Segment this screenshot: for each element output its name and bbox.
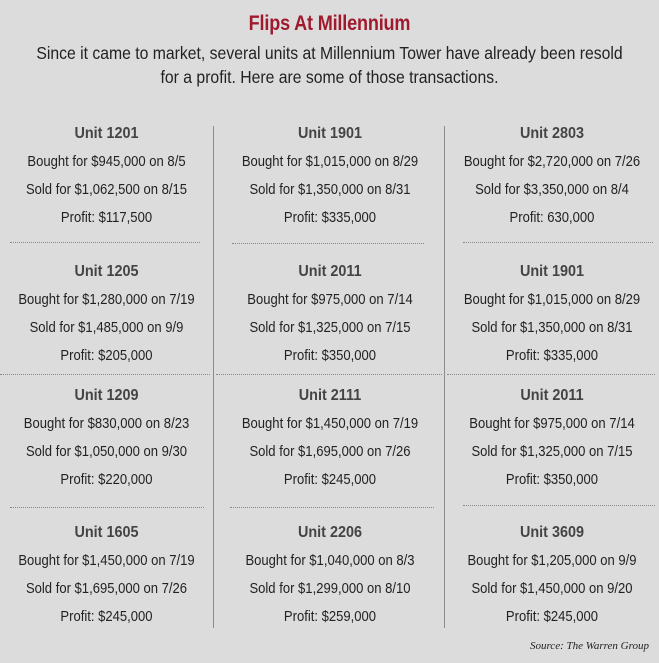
transaction-entry — [215, 519, 445, 631]
unit-label: Unit 3609 — [519, 524, 585, 541]
transaction-entry — [445, 519, 659, 631]
profit-text: Profit: $350,000 — [283, 348, 377, 364]
transaction-entry — [445, 258, 659, 370]
sold-text: Sold for $1,695,000 on 7/26 — [249, 444, 411, 460]
sold-text: Sold for $1,062,500 on 8/15 — [25, 182, 188, 198]
profit-text: Profit: $335,000 — [283, 210, 377, 226]
unit-label: Unit 1901 — [519, 263, 585, 280]
unit-label: Unit 2011 — [298, 263, 362, 280]
sold-text: Sold for $3,350,000 on 8/4 — [475, 182, 629, 198]
sold-text: Sold for $1,450,000 on 9/20 — [471, 581, 633, 597]
bought-text: Bought for $830,000 on 8/23 — [23, 416, 190, 432]
bought-text: Bought for $1,015,000 on 8/29 — [463, 292, 641, 308]
sold-text: Sold for $1,350,000 on 8/31 — [249, 182, 411, 198]
row-separator — [463, 505, 655, 506]
unit-label: Unit 2111 — [298, 387, 362, 404]
profit-text: Profit: $259,000 — [283, 609, 377, 625]
sold-text: Sold for $1,325,000 on 7/15 — [249, 320, 411, 336]
row-separator — [0, 374, 210, 375]
profit-text: Profit: $245,000 — [60, 609, 153, 625]
page-subtitle — [0, 41, 659, 89]
transaction-entry — [0, 519, 213, 631]
row-separator — [230, 507, 434, 508]
sold-text: Sold for $1,695,000 on 7/26 — [25, 581, 188, 597]
bought-text: Bought for $1,280,000 on 7/19 — [18, 292, 195, 308]
profit-text: Profit: $117,500 — [60, 210, 153, 226]
row-separator — [447, 374, 655, 375]
profit-text: Profit: $205,000 — [60, 348, 153, 364]
row-separator — [10, 242, 200, 243]
profit-text: Profit: $245,000 — [283, 472, 377, 488]
sold-text: Sold for $1,350,000 on 8/31 — [471, 320, 633, 336]
bought-text: Bought for $2,720,000 on 7/26 — [463, 154, 641, 170]
transaction-entry — [0, 382, 213, 494]
profit-text: Profit: $220,000 — [60, 472, 153, 488]
row-separator — [216, 374, 442, 375]
sold-text: Sold for $1,325,000 on 7/15 — [471, 444, 633, 460]
row-separator — [463, 242, 653, 243]
transaction-entry — [215, 382, 445, 494]
subtitle-line-1: Since it came to market, several units at Millennium Tower have already been resold — [36, 43, 623, 63]
bought-text: Bought for $1,205,000 on 9/9 — [467, 553, 637, 569]
bought-text: Bought for $975,000 on 7/14 — [469, 416, 635, 432]
unit-label: Unit 2011 — [520, 387, 584, 404]
sold-text: Sold for $1,485,000 on 9/9 — [29, 320, 184, 336]
profit-text: Profit: 630,000 — [509, 210, 595, 226]
profit-text: Profit: $245,000 — [505, 609, 599, 625]
page-title: Flips At Millennium — [248, 12, 411, 35]
transaction-entry — [445, 382, 659, 494]
source-credit: Source: The Warren Group — [529, 640, 649, 652]
profit-text: Profit: $335,000 — [505, 348, 599, 364]
unit-label: Unit 1901 — [297, 125, 363, 142]
unit-label: Unit 1201 — [74, 125, 139, 142]
row-separator — [10, 507, 204, 508]
unit-label: Unit 1209 — [74, 387, 139, 404]
sold-text: Sold for $1,050,000 on 9/30 — [25, 444, 188, 460]
unit-label: Unit 2206 — [297, 524, 363, 541]
unit-label: Unit 2803 — [519, 125, 585, 142]
bought-text: Bought for $1,040,000 on 8/3 — [245, 553, 415, 569]
transaction-entry — [0, 258, 213, 370]
transaction-entry — [0, 120, 213, 232]
unit-label: Unit 1205 — [74, 263, 139, 280]
bought-text: Bought for $945,000 on 8/5 — [27, 154, 186, 170]
row-separator — [232, 243, 424, 244]
transaction-entry — [215, 258, 445, 370]
bought-text: Bought for $1,015,000 on 8/29 — [241, 154, 419, 170]
transaction-entry — [445, 120, 659, 232]
unit-label: Unit 1605 — [74, 524, 139, 541]
profit-text: Profit: $350,000 — [505, 472, 599, 488]
bought-text: Bought for $1,450,000 on 7/19 — [18, 553, 195, 569]
sold-text: Sold for $1,299,000 on 8/10 — [249, 581, 411, 597]
bought-text: Bought for $1,450,000 on 7/19 — [241, 416, 419, 432]
subtitle-line-2: for a profit. Here are some of those transactions. — [160, 67, 499, 87]
column-divider-1 — [213, 126, 214, 628]
bought-text: Bought for $975,000 on 7/14 — [247, 292, 413, 308]
transaction-entry — [215, 120, 445, 232]
